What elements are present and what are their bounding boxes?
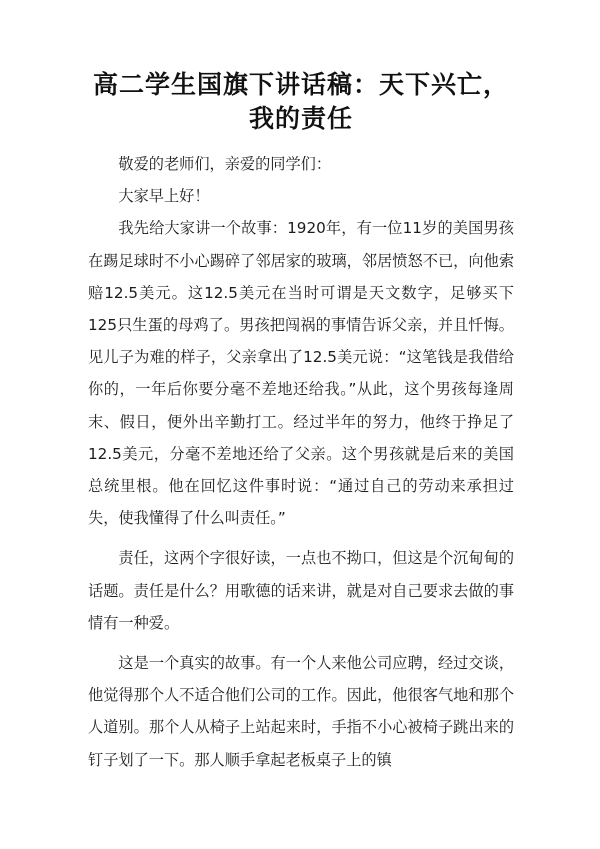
second-story-paragraph: 这是一个真实的故事。有一个人来他公司应聘，经过交谈，他觉得那个人不适合他们公司的工作。因此，他很客气地和那个人道别。那个人从椅子上站起来时，手指不小心被椅子跳出来的钉子划了一下。那人顺手拿起老板桌子上的镇 [88, 654, 514, 769]
salutation-paragraph: 敬爱的老师们，亲爱的同学们： [118, 155, 332, 173]
story-paragraph: 我先给大家讲一个故事：1920年，有一位11岁的美国男孩在踢足球时不小心踢碎了邻居家的玻璃，邻居愤怒不已，向他索赔12.5美元。这12.5美元在当时可谓是天文数字，足够买下125只生蛋的母鸡了。男孩把闯祸的事情告诉父亲，并且忏悔。见儿子为难的样子，父亲拿出了12.5美元说：“这笔钱是我借给你的，一年后你要分毫不差地还给我。”从此，这个男孩每逢周末、假日，便外出辛勤打工。经过半年的努力，他终于挣足了12.5美元，分毫不差地还给了父亲。这个男孩就是后来的美国总统里根。他在回忆这件事时说：“通过自己的劳动来承担过失，使我懂得了什么叫责任。” [88, 219, 514, 528]
greeting-paragraph: 大家早上好！ [118, 187, 210, 206]
responsibility-paragraph: 责任，这两个字很好读，一点也不拗口，但这是个沉甸甸的话题。责任是什么？用歌德的话来讲，就是对自己要求去做的事情有一种爱。 [88, 549, 514, 632]
document-title: 高二学生国旗下讲话稿：天下兴亡，我的责任 [92, 70, 509, 133]
